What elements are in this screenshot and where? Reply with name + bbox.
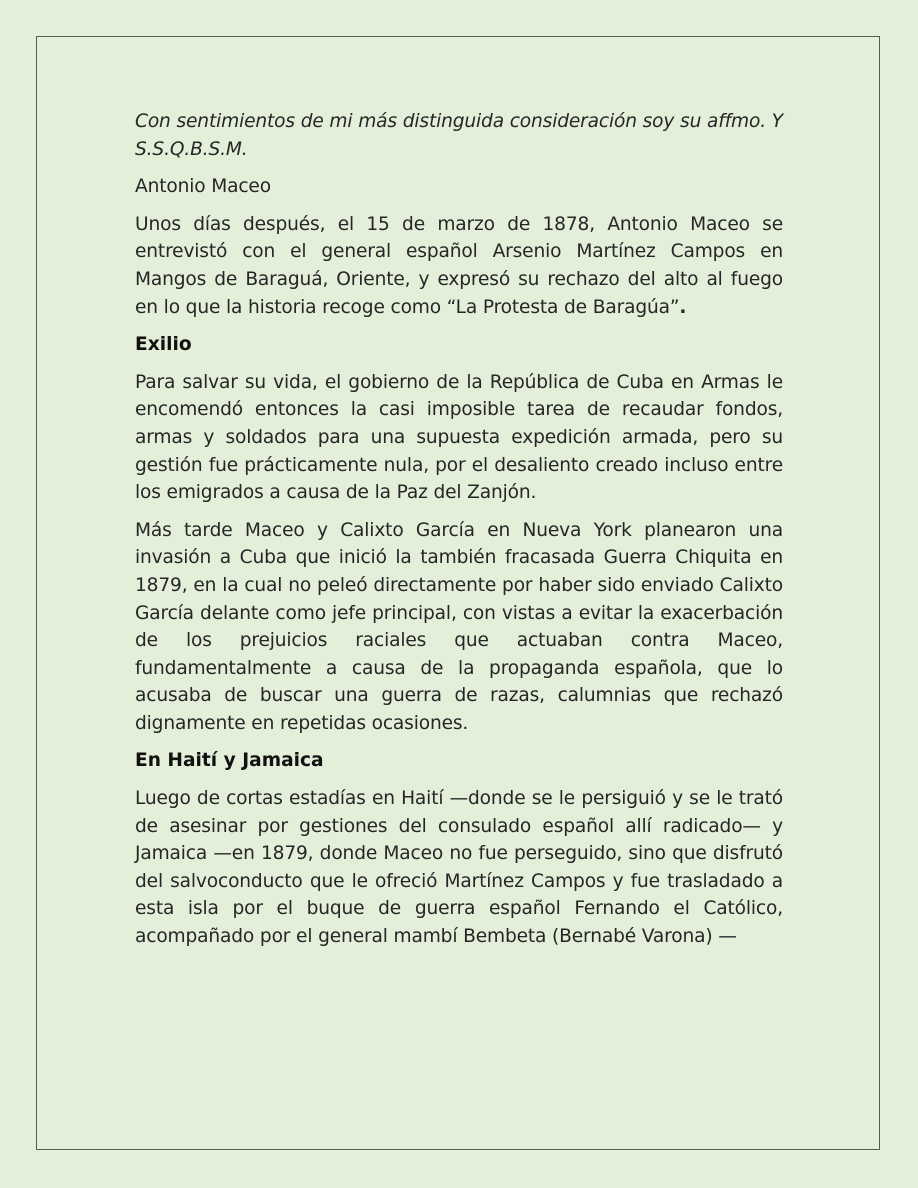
heading-exilio: Exilio	[135, 334, 192, 356]
paragraph-protesta-text: Unos días después, el 15 de marzo de 1878, Antonio Maceo se entrevistó con el general español Arsenio Martínez Campos en Mangos de Baraguá, Oriente, y expresó su rechazo del alto al fuego en lo que la historia recoge como “La Protesta de Baragúa”	[135, 213, 783, 318]
paragraph-protesta-end: .	[679, 296, 687, 318]
document-body	[135, 108, 783, 961]
signature: Antonio Maceo	[135, 176, 271, 198]
paragraph-exilio-2: Más tarde Maceo y Calixto García en Nueva York planearon una invasión a Cuba que inició la también fracasada Guerra Chiquita en 1879, en la cual no peleó directamente por haber sido enviado Calixto García delante como jefe principal, con vistas a evitar la exacerbación de los prejuicios raciales que actuaban contra Maceo, fundamentalmente a causa de la propaganda española, que lo acusaba de buscar una guerra de razas, calumnias que rechazó dignamente en repetidas ocasiones.	[135, 519, 783, 734]
paragraph-protesta	[135, 211, 783, 321]
paragraph-haiti-jamaica: Luego de cortas estadías en Haití —donde se le persiguió y se le trató de asesinar por gestiones del consulado español allí radicado— y Jamaica —en 1879, donde Maceo no fue perseguido, sino que disfrutó del salvoconducto que le ofreció Martínez Campos y fue trasladado a esta isla por el buque de guerra español Fernando el Católico, acompañado por el general mambí Bembeta (Bernabé Varona) —	[135, 788, 783, 948]
paragraph-exilio-1: Para salvar su vida, el gobierno de la República de Cuba en Armas le encomendó entonces la casi imposible tarea de recaudar fondos, armas y soldados para una supuesta expedición armada, pero su gestión fue prácticamente nula, por el desaliento creado incluso entre los emigrados a causa de la Paz del Zanjón.	[135, 371, 783, 504]
closing-line: Con sentimientos de mi más distinguida consideración soy su affmo. Y S.S.Q.B.S.M.	[135, 111, 783, 160]
heading-haiti-jamaica: En Haití y Jamaica	[135, 750, 324, 772]
